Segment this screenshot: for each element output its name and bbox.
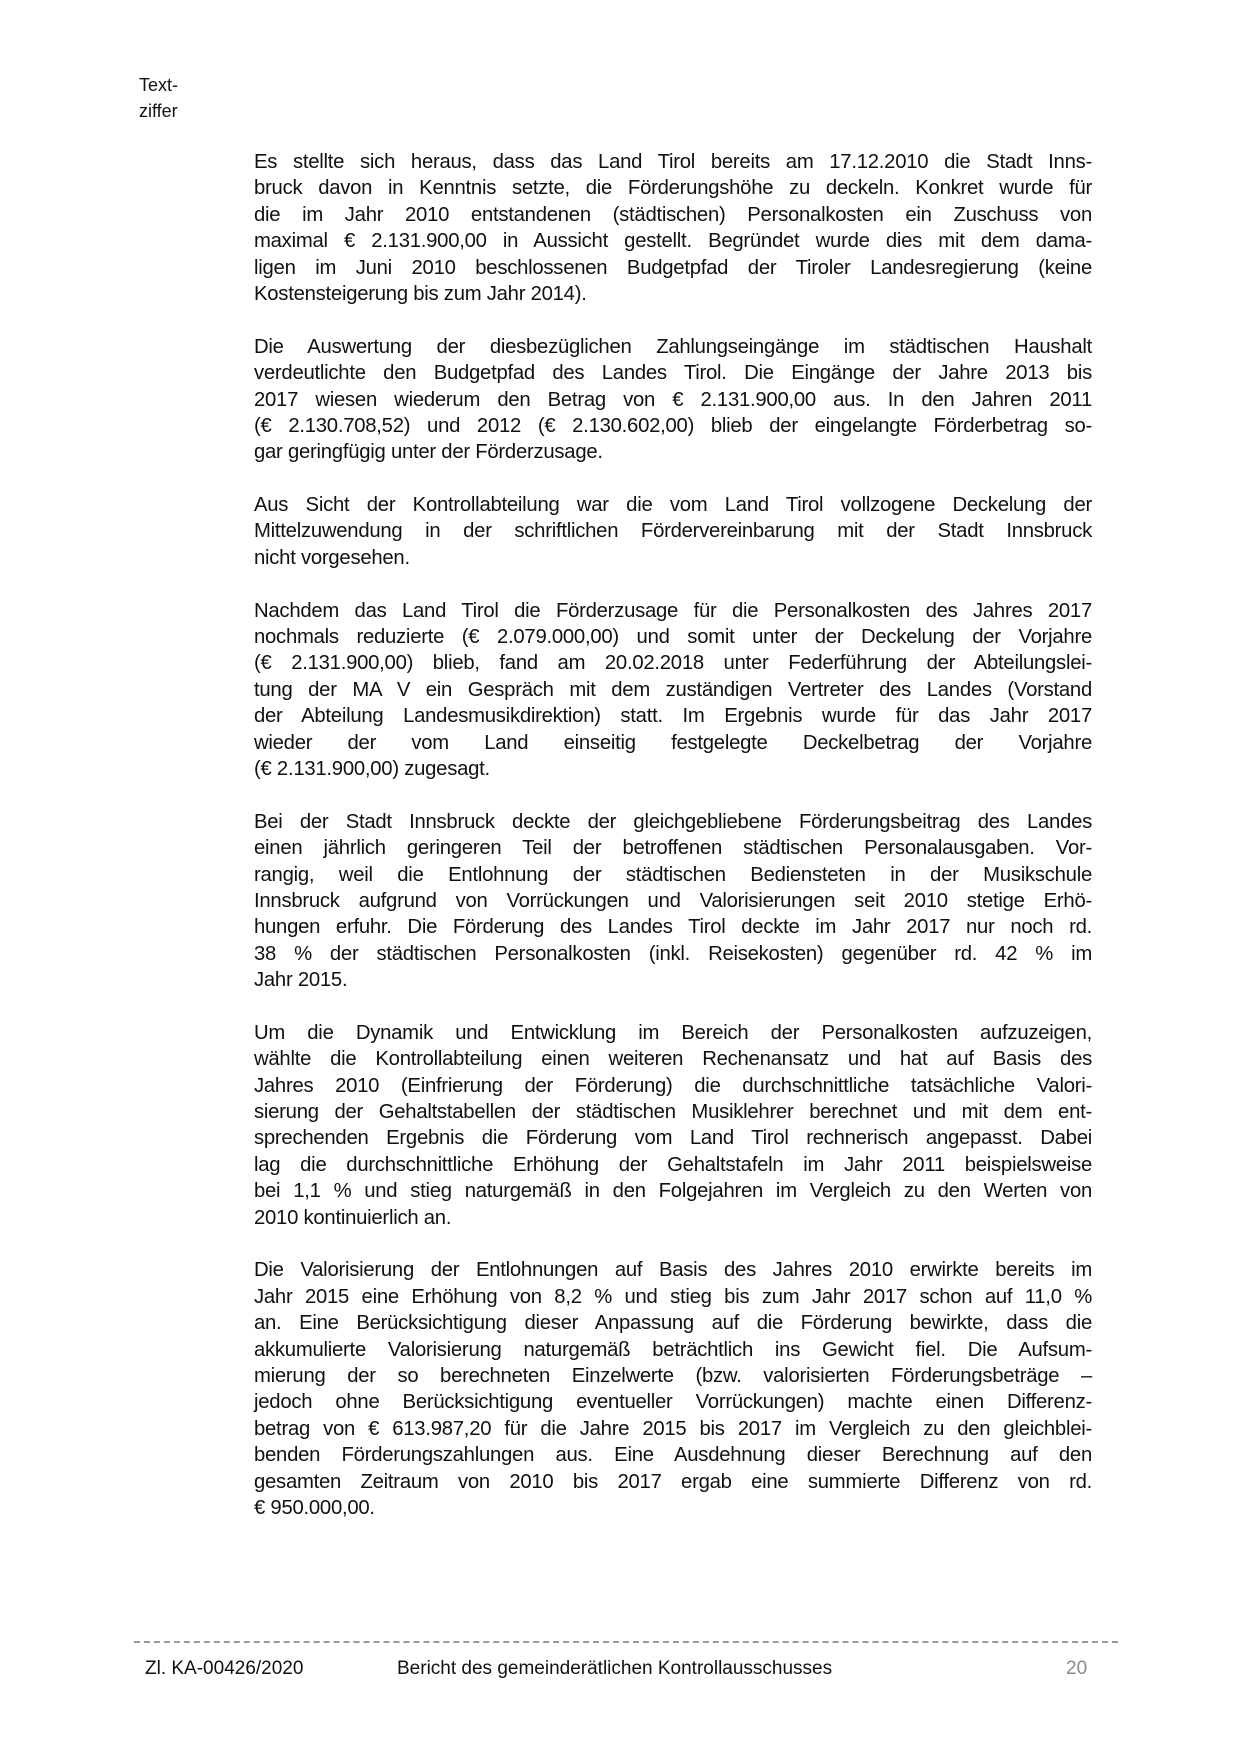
text-line: Jahr 2015. xyxy=(254,969,348,992)
text-line: (€ 2.131.900,00) zugesagt. xyxy=(254,757,490,780)
text-line: Jahr 2015 eine Erhöhung von 8,2 % und stieg bis zum Jahr 2017 schon auf 11,0 % xyxy=(254,1285,1092,1308)
text-line: lag die durchschnittliche Erhöhung der Gehaltstafeln im Jahr 2011 beispielsweise xyxy=(254,1153,1092,1176)
text-line: Aus Sicht der Kontrollabteilung war die vom Land Tirol vollzogene Deckelung der xyxy=(254,494,1092,517)
text-line: Mittelzuwendung in der schriftlichen Fördervereinbarung mit der Stadt Innsbruck xyxy=(254,520,1092,543)
text-line: rangig, weil die Entlohnung der städtischen Bediensteten in der Musikschule xyxy=(254,863,1092,886)
text-line: Bei der Stadt Innsbruck deckte der gleichgebliebene Förderungsbeitrag des Landes xyxy=(254,810,1092,833)
paragraph xyxy=(254,809,1092,994)
document-body xyxy=(254,149,1092,1548)
paragraph xyxy=(254,334,1092,466)
text-line: wieder der vom Land einseitig festgelegte Deckelbetrag der Vorjahre xyxy=(254,731,1092,754)
text-line: 2017 wiesen wiederum den Betrag von € 2.131.900,00 aus. In den Jahren 2011 xyxy=(254,388,1092,411)
text-line: betrag von € 613.987,20 für die Jahre 2015 bis 2017 im Vergleich zu den gleichblei- xyxy=(254,1417,1092,1440)
text-line: sprechenden Ergebnis die Förderung vom Land Tirol rechnerisch angepasst. Dabei xyxy=(254,1127,1092,1150)
margin-label-textziffer xyxy=(139,72,178,124)
text-line: ligen im Juni 2010 beschlossenen Budgetpfad der Tiroler Landesregierung (keine xyxy=(254,256,1092,279)
text-line: Nachdem das Land Tirol die Förderzusage für die Personalkosten des Jahres 2017 xyxy=(254,599,1092,622)
text-line: gesamten Zeitraum von 2010 bis 2017 ergab eine summierte Differenz von rd. xyxy=(254,1470,1092,1493)
text-line: nicht vorgesehen. xyxy=(254,546,410,569)
text-line: gar geringfügig unter der Förderzusage. xyxy=(254,441,603,464)
margin-label-line: ziffer xyxy=(139,101,178,121)
text-line: tung der MA V ein Gespräch mit dem zuständigen Vertreter des Landes (Vorstand xyxy=(254,678,1092,701)
footer-reference: Zl. KA-00426/2020 xyxy=(145,1658,304,1679)
text-line: nochmals reduzierte (€ 2.079.000,00) und somit unter der Deckelung der Vorjahre xyxy=(254,626,1092,649)
text-line: 2010 kontinuierlich an. xyxy=(254,1206,452,1229)
text-line: € 950.000,00. xyxy=(254,1496,375,1519)
text-line: 38 % der städtischen Personalkosten (inkl. Reisekosten) gegenüber rd. 42 % im xyxy=(254,942,1092,965)
paragraph xyxy=(254,492,1092,571)
text-line: benden Förderungszahlungen aus. Eine Ausdehnung dieser Berechnung auf den xyxy=(254,1444,1092,1467)
paragraph xyxy=(254,598,1092,783)
text-line: die im Jahr 2010 entstandenen (städtischen) Personalkosten ein Zuschuss von xyxy=(254,203,1092,226)
text-line: Es stellte sich heraus, dass das Land Tirol bereits am 17.12.2010 die Stadt Inns- xyxy=(254,151,1092,173)
text-line: einen jährlich geringeren Teil der betroffenen städtischen Personalausgaben. Vor- xyxy=(254,837,1092,860)
text-line: bruck davon in Kenntnis setzte, die Förderungshöhe zu deckeln. Konkret wurde für xyxy=(254,177,1092,200)
text-line: Die Auswertung der diesbezüglichen Zahlungseingänge im städtischen Haushalt xyxy=(254,335,1092,358)
text-line: an. Eine Berücksichtigung dieser Anpassung auf die Förderung bewirkte, dass die xyxy=(254,1312,1092,1335)
text-line: (€ 2.130.708,52) und 2012 (€ 2.130.602,00) blieb der eingelangte Förderbetrag so- xyxy=(254,414,1092,437)
text-line: maximal € 2.131.900,00 in Aussicht gestellt. Begründet wurde dies mit dem dama- xyxy=(254,230,1092,253)
margin-label-line: Text- xyxy=(139,75,179,95)
text-line: mierung der so berechneten Einzelwerte (bzw. valorisierten Förderungsbeträge – xyxy=(254,1364,1092,1387)
text-line: (€ 2.131.900,00) blieb, fand am 20.02.2018 unter Federführung der Abteilungslei- xyxy=(254,652,1092,675)
text-line: Um die Dynamik und Entwicklung im Bereich der Personalkosten aufzuzeigen, xyxy=(254,1021,1092,1044)
text-line: Kostensteigerung bis zum Jahr 2014). xyxy=(254,282,587,305)
text-line: der Abteilung Landesmusikdirektion) statt. Im Ergebnis wurde für das Jahr 2017 xyxy=(254,705,1092,728)
text-line: akkumulierte Valorisierung naturgemäß beträchtlich ins Gewicht fiel. Die Aufsum- xyxy=(254,1338,1092,1361)
text-line: sierung der Gehaltstabellen der städtischen Musiklehrer berechnet und mit dem ent- xyxy=(254,1101,1092,1124)
text-line: wählte die Kontrollabteilung einen weiteren Rechenansatz und hat auf Basis des xyxy=(254,1048,1092,1071)
paragraph xyxy=(254,149,1092,307)
text-line: Jahres 2010 (Einfrierung der Förderung) die durchschnittliche tatsächliche Valori- xyxy=(254,1074,1092,1097)
text-line: Die Valorisierung der Entlohnungen auf Basis des Jahres 2010 erwirkte bereits im xyxy=(254,1259,1092,1282)
text-line: Innsbruck aufgrund von Vorrückungen und Valorisierungen seit 2010 stetige Erhö- xyxy=(254,889,1092,912)
page-number: 20 xyxy=(1066,1658,1088,1679)
footer-title: Bericht des gemeinderätlichen Kontrollausschusses xyxy=(397,1658,833,1679)
paragraph xyxy=(254,1020,1092,1231)
text-line: jedoch ohne Berücksichtigung eventueller Vorrückungen) machte einen Differenz- xyxy=(254,1391,1092,1414)
text-line: bei 1,1 % und stieg naturgemäß in den Folgejahren im Vergleich zu den Werten von xyxy=(254,1180,1092,1203)
text-line: hungen erfuhr. Die Förderung des Landes Tirol deckte im Jahr 2017 nur noch rd. xyxy=(254,916,1092,939)
paragraph xyxy=(254,1257,1092,1521)
footer-divider xyxy=(134,1641,1118,1643)
text-line: verdeutlichte den Budgetpfad des Landes Tirol. Die Eingänge der Jahre 2013 bis xyxy=(254,362,1092,385)
